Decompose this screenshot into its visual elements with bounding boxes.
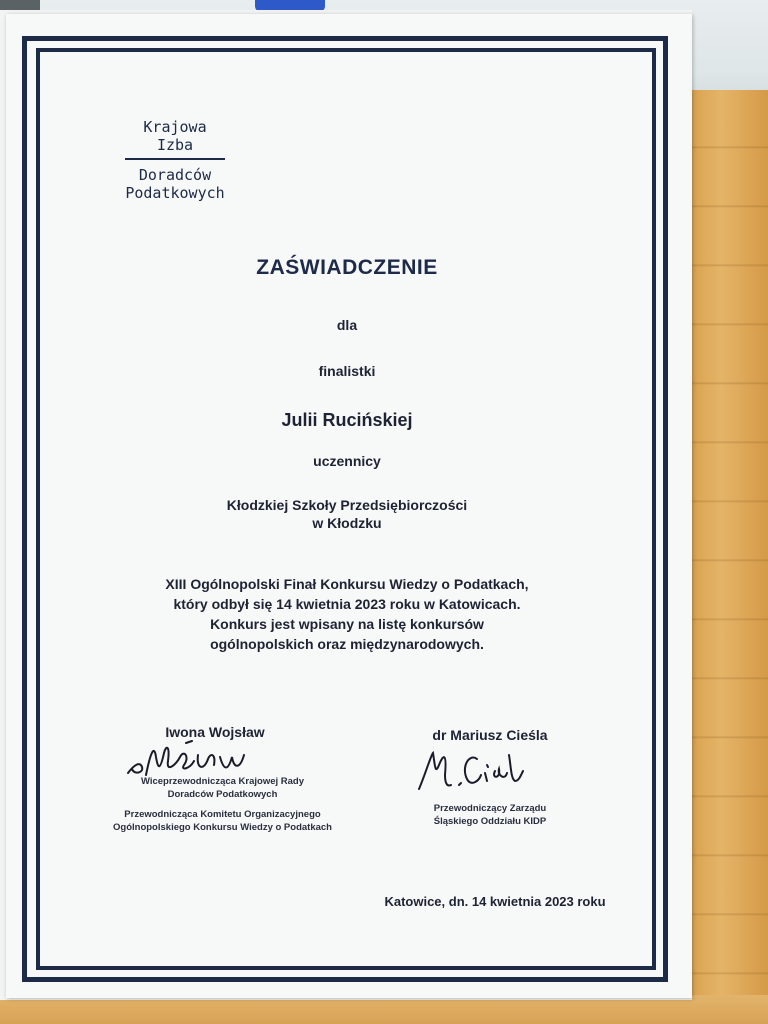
logo-line: Podatkowych (125, 184, 225, 202)
left-signatory-title: Wiceprzewodnicząca Krajowej Rady (140, 776, 305, 787)
wooden-shelf (690, 90, 768, 1024)
right-signatory-title: Śląskiego Oddziału KIDP (433, 816, 547, 827)
place-and-date: Katowice, dn. 14 kwietnia 2023 roku (384, 894, 606, 909)
school-city: w Kłodzku (312, 515, 382, 531)
body-text-line: ogólnopolskich oraz międzynarodowych. (210, 636, 484, 652)
right-signature (415, 745, 535, 795)
body-text-line: Konkurs jest wpisany na listę konkursów (210, 616, 484, 632)
left-signatory-title: Doradców Podatkowych (167, 789, 278, 800)
left-signature (120, 735, 270, 780)
left-signatory-title: Przewodnicząca Komitetu Organizacyjnego (124, 809, 321, 820)
body-text-line: który odbył się 14 kwietnia 2023 roku w Katowicach. (173, 596, 521, 612)
left-signatory-name: Iwona Wojsław (165, 724, 265, 740)
right-signatory-name: dr Mariusz Cieśla (432, 727, 548, 743)
kidp-logo (110, 118, 240, 202)
right-signatory-title: Przewodniczący Zarządu (433, 803, 547, 814)
body-text-line: XIII Ogólnopolski Finał Konkursu Wiedzy o Podatkach, (165, 576, 529, 592)
student-of-label: uczennicy (313, 453, 381, 469)
logo-line: Krajowa (143, 118, 207, 136)
recipient-name: Julii Rucińskiej (281, 410, 413, 430)
for-label: dla (336, 317, 358, 333)
logo-divider (125, 158, 225, 160)
role-label: finalistki (318, 363, 376, 379)
logo-line: Doradców (138, 166, 212, 184)
left-signatory-title: Ogólnopolskiego Konkursu Wiedzy o Podatkach (113, 822, 332, 833)
school-name: Kłodzkiej Szkoły Przedsiębiorczości (226, 497, 468, 513)
logo-line: Izba (156, 136, 194, 154)
certificate-title: ZAŚWIADCZENIE (256, 256, 438, 279)
